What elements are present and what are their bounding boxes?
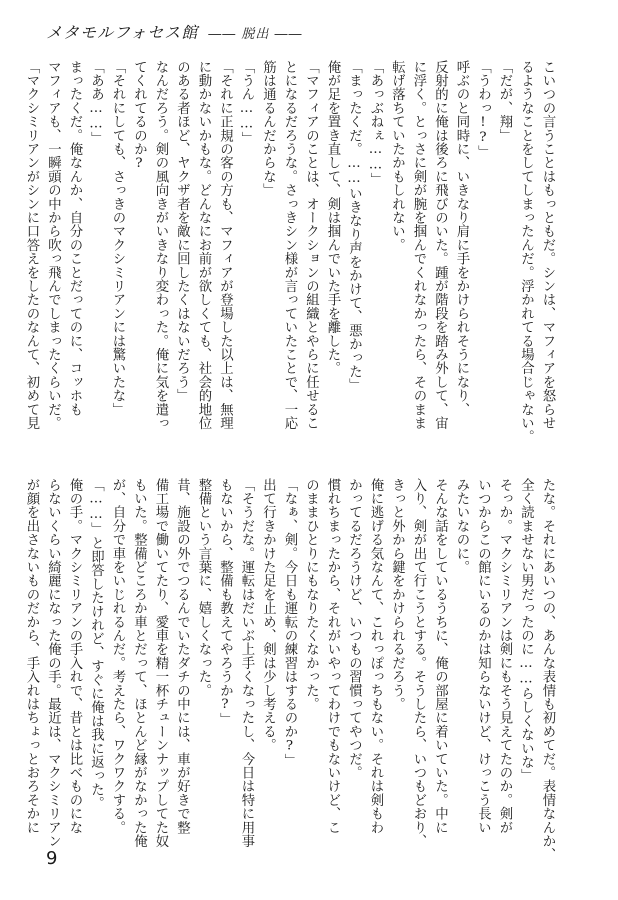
text-line: るようなことをしてしまったんだ。浮かれてる場合じゃない。 xyxy=(518,60,534,444)
text-line: てくれてるのか? xyxy=(131,60,147,172)
text-line: まったくだ。俺なんか、自分のことだってのに、コッホも xyxy=(67,60,82,417)
text-line: 「マフィアのことは、オークションの組織とやらに任せるこ xyxy=(303,60,319,430)
text-line: なんだろう。剣の風向きがいきなり変わった。俺に気を遣っ xyxy=(153,60,168,430)
text-line: こいつの言うことはもっともだ。シンは、マフィアを怒らせ xyxy=(540,60,555,430)
text-line: 「それに正規の客の方も、マフィアが登場した以上は、無理 xyxy=(217,60,233,430)
text-line: らないくらい綺麗になった俺の手。最近は、マクシミリアン xyxy=(45,478,61,848)
text-line: もないから、整備も教えてやろうか?」 xyxy=(217,478,233,727)
text-line: 「ああ……」 xyxy=(88,60,104,146)
text-line: 「あっぶねぇ……」 xyxy=(368,60,383,187)
text-line: 「マクシミリアンがシンに口答えをしたのなんて、初めて見 xyxy=(24,60,39,430)
text-line: 「だが、翔」 xyxy=(497,60,512,143)
text-line: とになるだろうな。さっきシン様が言っていたことで、一応 xyxy=(282,60,297,430)
text-line: たな。それにあいつの、あんな表情も初めてだ。表情なんか、 xyxy=(540,478,555,862)
text-line: 筋は通るんだからな」 xyxy=(260,60,276,197)
book-title: メタモルフォセス館 xyxy=(46,23,199,42)
text-line: 出て行きかけた足を止め、剣は少し考える。 xyxy=(260,478,276,752)
lower-text-block xyxy=(24,478,558,862)
text-line: 反射的に俺は後ろに飛びのいた。踵が階段を踏み外して、宙 xyxy=(432,60,448,430)
text-line: きっと外から鍵をかけられるだろう。 xyxy=(389,478,405,711)
text-line: 「うわっ!?」 xyxy=(475,60,491,160)
text-line: 俺の手。マクシミリアンの手入れで、昔とは比べものにな xyxy=(67,478,82,835)
text-line: 備工場で働いてたり、愛車を精一杯チューンナップしてた奴 xyxy=(153,478,168,848)
text-line: みたいなのに。 xyxy=(454,478,469,574)
text-line: 俺が足を置き直して、剣は掴んでいた手を離した。 xyxy=(325,60,340,376)
text-line: 「そうだな。運転はだいぶ上手くなったし、今日は特に用事 xyxy=(239,478,254,848)
text-line: かってるだろうけど、いつもの習慣ってやつだ。 xyxy=(346,478,362,780)
text-line: 整備という言葉に、嬉しくなった。 xyxy=(196,478,211,698)
text-line: 慣れちまったから、それがいやってわけでもないけど、こ xyxy=(325,478,340,835)
text-line: いつからこの館にいるのかは知らないけど、けっこう長い xyxy=(475,478,491,835)
text-line: 入り、剣が出て行こうとする。そうしたら、いつもどおり、 xyxy=(411,478,426,848)
text-line: マフィアも、一瞬頭の中から吹っ飛んでしまったくらいだ。 xyxy=(45,60,61,430)
text-line: 昔、施設の外でつるんでいたダチの中には、車が好きで整 xyxy=(174,478,190,835)
text-line: そんな話をしているうちに、俺の部屋に着いていた。中に xyxy=(432,478,448,835)
chapter-title: ―― 脱出 ―― xyxy=(208,27,303,42)
text-line: そっか。マクシミリアンは剣にもそう見えてたのか。剣が xyxy=(497,478,512,835)
text-line: 「それにしても、さっきのマクシミリアンには驚いたな」 xyxy=(110,60,125,417)
text-line: が、自分で車をいじれるんだ。考えたら、ワクワクする。 xyxy=(110,478,125,835)
text-line: 俺に逃げる気なんて、これっぽっちもない。それは剣もわ xyxy=(368,478,383,835)
text-line: に浮く。とっさに剣が腕を掴んでくれなかったら、そのまま xyxy=(411,60,426,430)
upper-text-block xyxy=(24,60,558,444)
text-line: 「まったくだ。……いきなり声をかけて、悪かった」 xyxy=(346,60,362,392)
page-number: 9 xyxy=(46,848,58,869)
text-line: もいた。整備どころか車とだって、ほとんど縁がなかった俺 xyxy=(131,478,147,848)
text-line: のままひとりにもなりたくなかった。 xyxy=(303,478,319,711)
text-line: 全く読ませない男だったのに……らしくないな」 xyxy=(518,478,534,783)
text-line: 転げ落ちていたかもしれない。 xyxy=(389,60,405,252)
text-line: 「なぁ、剣。今日も運転の練習はするのか?」 xyxy=(282,478,297,768)
text-line: が顔を出さないものだから、手入れはちょっとおろそかに xyxy=(24,478,39,835)
text-line: に動かないかもな。どんなにお前が欲しくても、社会的地位 xyxy=(196,60,211,430)
text-line: のある者ほど、ヤクザ者を敵に回したくはないだろう」 xyxy=(174,60,190,403)
text-line: 「……」と即答したけれど、すぐに俺は我に返った。 xyxy=(88,478,104,810)
text-line: 「うん……」 xyxy=(239,60,254,146)
text-line: 呼ぶのと同時に、いきなり肩に手をかけられそうになり、 xyxy=(454,60,469,417)
running-header xyxy=(46,20,303,43)
